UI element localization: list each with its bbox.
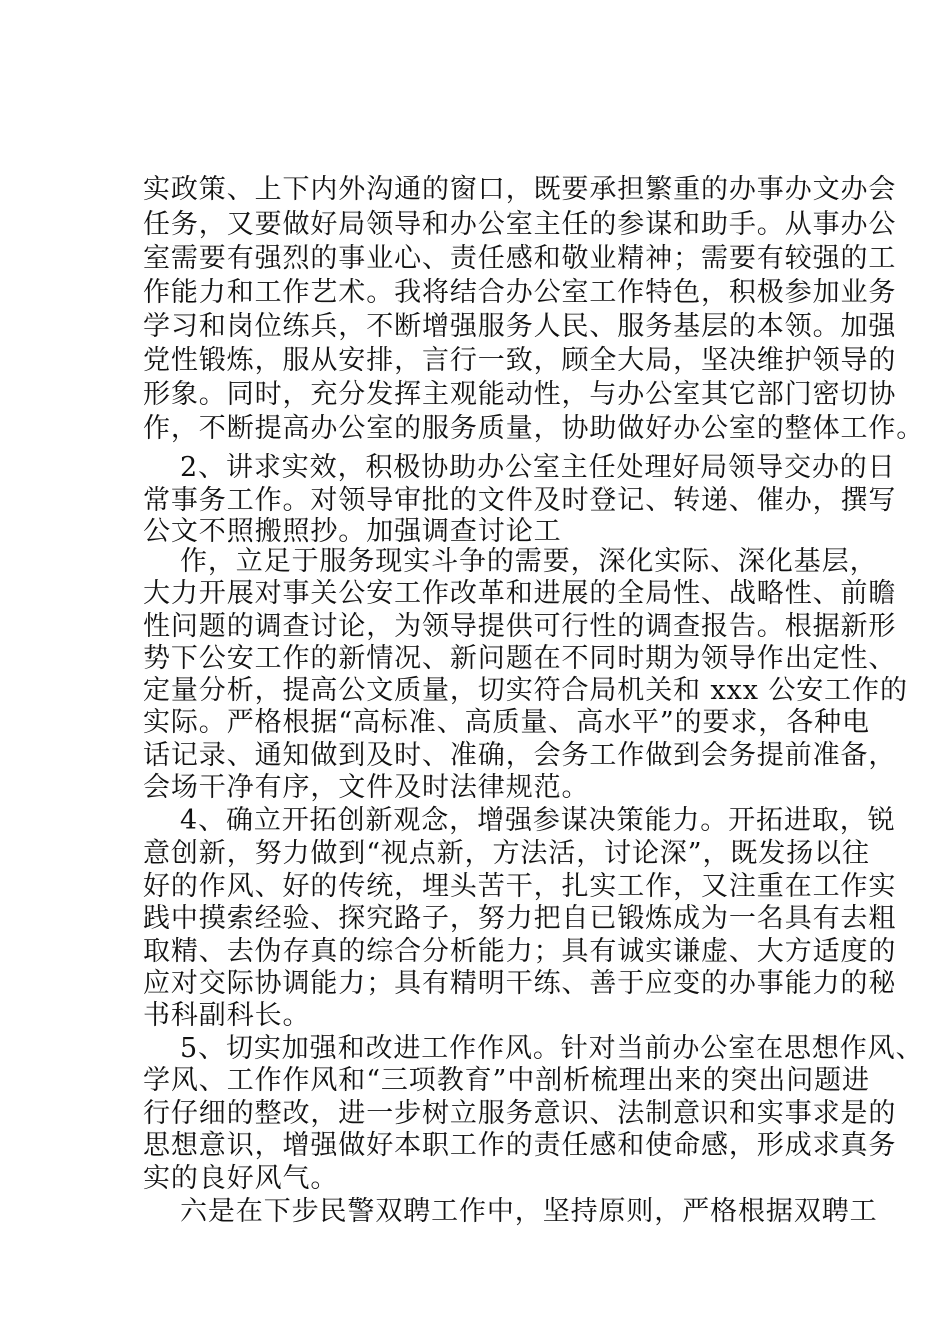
text-line: 党性锻炼，服从安排，言行一致，顾全大局，坚决维护领导的 [143,345,897,376]
text-line: 势下公安工作的新情况、新问题在不同时期为领导作出定性、 [143,643,897,674]
text-line: 2、讲求实效，积极协助办公室主任处理好局领导交办的日 [180,452,896,483]
text-line: 任务，又要做好局领导和办公室主任的参谋和助手。从事办公 [143,209,897,240]
text-line: 践中摸索经验、探究路子，努力把自已锻炼成为一名具有去粗 [143,903,897,934]
text-line: 实的良好风气。 [143,1163,339,1194]
text-line: 话记录、通知做到及时、准确，会务工作做到会务提前准备， [143,740,897,771]
text-line: 六是在下步民警双聘工作中，坚持原则，严格根据双聘工 [180,1196,878,1227]
text-line: 学习和岗位练兵，不断增强服务人民、服务基层的本领。加强 [143,311,897,342]
text-line: 定量分析，提高公文质量，切实符合局机关和 xxx 公安工作的 [143,675,908,706]
text-line: 学风、工作作风和“三项教育”中剖析梳理出来的突出问题进 [143,1065,870,1096]
text-line: 意创新，努力做到“视点新，方法活，讨论深”，既发扬以往 [143,838,870,869]
text-line: 行仔细的整改，进一步树立服务意识、法制意识和实事求是的 [143,1098,897,1129]
text-line: 取精、去伪存真的综合分析能力；具有诚实谦虚、大方适度的 [143,936,897,967]
text-line: 常事务工作。对领导审批的文件及时登记、转递、催办，撰写 [143,485,897,516]
text-line: 作能力和工作艺术。我将结合办公室工作特色，积极参加业务 [143,277,897,308]
text-line: 实际。严格根据“高标准、高质量、高水平”的要求，各种电 [143,707,870,738]
text-line: 4、确立开拓创新观念，增强参谋决策能力。开拓进取，锐 [180,805,896,836]
text-line: 室需要有强烈的事业心、责任感和敬业精神；需要有较强的工 [143,243,897,274]
text-line: 性问题的调查讨论，为领导提供可行性的调查报告。根据新形 [143,611,897,642]
text-line: 5、切实加强和改进工作作风。针对当前办公室在思想作风、 [180,1033,924,1064]
text-line: 思想意识，增强做好本职工作的责任感和使命感，形成求真务 [143,1130,897,1161]
text-line: 会场干净有序，文件及时法律规范。 [143,772,590,803]
text-line: 形象。同时，充分发挥主观能动性，与办公室其它部门密切协 [143,379,897,410]
text-line: 作，立足于服务现实斗争的需要，深化实际、深化基层， [180,546,878,577]
text-line: 作，不断提高办公室的服务质量，协助做好办公室的整体工作。 [143,413,925,444]
text-line: 大力开展对事关公安工作改革和进展的全局性、战略性、前瞻 [143,578,897,609]
text-line: 公文不照搬照抄。加强调查讨论工 [143,516,562,547]
text-line: 好的作风、好的传统，埋头苦干，扎实工作，又注重在工作实 [143,871,897,902]
text-line: 实政策、上下内外沟通的窗口，既要承担繁重的办事办文办会 [143,174,897,205]
text-line: 书科副科长。 [143,1000,311,1031]
text-line: 应对交际协调能力；具有精明干练、善于应变的办事能力的秘 [143,968,897,999]
